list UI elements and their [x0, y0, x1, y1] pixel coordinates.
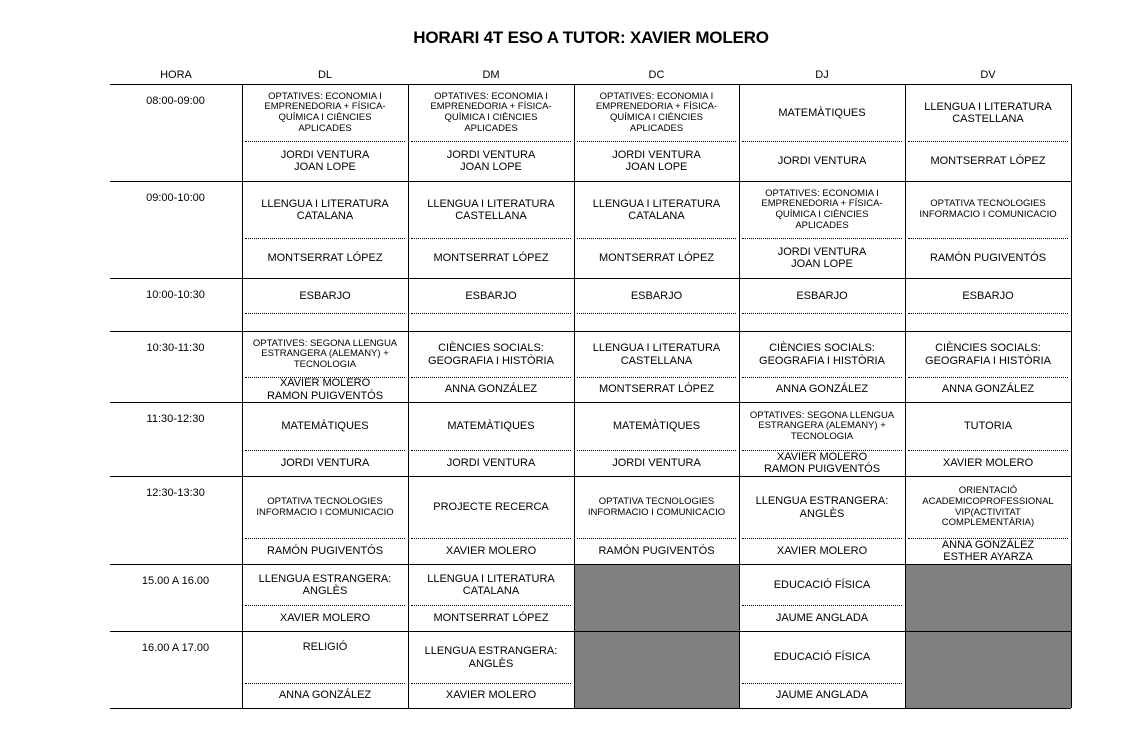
subject-label: ESBARJO: [796, 289, 848, 302]
subject-label: EDUCACIÓ FÍSICA: [773, 578, 871, 591]
cell-divider: [908, 313, 1068, 314]
subject-cell: [905, 183, 1071, 237]
column-header-dl: DL: [317, 69, 333, 81]
teacher-label: XAVIER MOLERO RAMON PUIGVENTÓS: [763, 450, 881, 475]
subject-label: RELIGIÓ: [302, 641, 348, 653]
subject-label: OPTATIVES: ECONOMIA I EMPRENEDORIA + FÍSICA- QUÍMICA I CIÈNCIES APLICADES: [761, 187, 883, 231]
teacher-label: RAMÓN PUGIVENTÓS: [598, 544, 715, 557]
teacher-cell: [408, 451, 574, 475]
teacher-label: ANNA GONZÁLEZ: [278, 689, 372, 702]
subject-label: EDUCACIÓ FÍSICA: [773, 651, 871, 664]
subject-label: ESBARJO: [299, 289, 351, 302]
subject-label: OPTATIVES: ECONOMIA I EMPRENEDORIA + FÍSICA- QUÍMICA I CIÈNCIES APLICADES: [430, 90, 552, 134]
subject-cell: [242, 183, 408, 237]
subject-label: CIÈNCIES SOCIALS: GEOGRAFIA I HISTÒRIA: [759, 342, 885, 367]
subject-cell: [739, 404, 905, 449]
subject-label: LLENGUA I LITERATURA CATALANA: [261, 197, 389, 222]
teacher-label: XAVIER MOLERO: [445, 544, 537, 557]
time-slot: 09:00-10:00: [146, 192, 205, 204]
teacher-label: RAMÓN PUGIVENTÓS: [266, 544, 384, 557]
teacher-label: XAVIER MOLERO: [445, 689, 537, 702]
subject-label: LLENGUA ESTRANGERA: ANGLÈS: [755, 495, 889, 520]
teacher-cell: [408, 378, 574, 401]
row-divider: [110, 331, 1071, 332]
subject-label: ESBARJO: [962, 289, 1014, 302]
subject-label: OPTATIVES: ECONOMIA I EMPRENEDORIA + FÍSICA- QUÍMICA I CIÈNCIES APLICADES: [264, 90, 386, 134]
subject-cell: [574, 478, 739, 537]
teacher-label: ANNA GONZÁLEZ: [775, 383, 869, 396]
subject-cell: [905, 86, 1071, 140]
teacher-cell: [905, 378, 1071, 401]
teacher-cell: [242, 684, 408, 707]
teacher-label: XAVIER MOLERO: [776, 544, 868, 557]
cell-divider: [411, 313, 571, 314]
subject-cell: [739, 478, 905, 537]
subject-cell: [242, 404, 408, 449]
time-slot: 08:00-09:00: [146, 95, 205, 107]
subject-label: LLENGUA I LITERATURA CATALANA: [592, 197, 721, 222]
column-header-dj: DJ: [815, 69, 829, 81]
teacher-label: MONTSERRAT LÓPEZ: [433, 251, 549, 264]
time-slot: 11:30-12:30: [146, 413, 205, 425]
teacher-cell: [905, 539, 1071, 563]
teacher-label: ANNA GONZÁLEZ: [941, 383, 1035, 396]
teacher-label: MONTSERRAT LÓPEZ: [930, 154, 1046, 167]
teacher-cell: [408, 684, 574, 707]
teacher-label: ANNA GONZÁLEZ ESTHER AYARZA: [941, 538, 1035, 563]
subject-cell: [905, 333, 1071, 376]
subject-label: MATEMÀTIQUES: [778, 106, 866, 119]
row-divider: [110, 476, 1071, 477]
subject-cell: [739, 633, 905, 682]
teacher-cell: [905, 451, 1071, 475]
teacher-cell: [739, 239, 905, 277]
row-divider: [110, 278, 1071, 279]
teacher-label: JORDI VENTURA: [446, 456, 536, 469]
teacher-label: JORDI VENTURA: [777, 154, 867, 167]
subject-cell: [739, 86, 905, 140]
unavailable-slot: [906, 565, 1071, 631]
teacher-cell: [408, 239, 574, 277]
row-divider: [110, 181, 1071, 182]
teacher-cell: [242, 451, 408, 475]
subject-cell: [408, 333, 574, 376]
teacher-label: MONTSERRAT LÓPEZ: [598, 251, 715, 264]
subject-label: OPTATIVA TECNOLOGIES INFORMACIO I COMUNICACIO: [919, 198, 1057, 220]
subject-cell: [242, 633, 408, 682]
teacher-cell: [739, 539, 905, 563]
subject-cell: [242, 280, 408, 312]
teacher-label: JORDI VENTURA JOAN LOPE: [612, 148, 701, 173]
subject-cell: [242, 86, 408, 140]
teacher-cell: [242, 378, 408, 401]
teacher-label: XAVIER MOLERO: [279, 611, 371, 624]
unavailable-slot: [575, 565, 739, 631]
teacher-label: MONTSERRAT LÓPEZ: [267, 251, 383, 264]
teacher-cell: [574, 378, 739, 401]
subject-cell: [242, 478, 408, 537]
teacher-cell: [905, 142, 1071, 180]
subject-cell: [574, 333, 739, 376]
subject-cell: [408, 404, 574, 449]
subject-label: OPTATIVA TECNOLOGIES INFORMACIO I COMUNICACIO: [587, 495, 726, 518]
teacher-cell: [905, 239, 1071, 277]
header-rule: [110, 84, 1071, 85]
subject-cell: [739, 333, 905, 376]
row-divider: [110, 402, 1071, 403]
page-title: HORARI 4T ESO A TUTOR: XAVIER MOLERO: [413, 28, 769, 47]
subject-cell: [574, 280, 739, 312]
teacher-cell: [739, 142, 905, 180]
subject-cell: [574, 404, 739, 449]
teacher-label: JORDI VENTURA JOAN LOPE: [777, 245, 867, 270]
subject-cell: [574, 86, 739, 140]
teacher-label: MONTSERRAT LÓPEZ: [433, 611, 549, 624]
subject-label: MATEMÀTIQUES: [281, 420, 369, 433]
subject-label: OPTATIVES: SEGONA LLENGUA ESTRANGERA (ALEMANY) + TECNOLOGIA: [749, 409, 895, 442]
subject-label: LLENGUA I LITERATURA CATALANA: [427, 572, 555, 597]
teacher-cell: [739, 378, 905, 401]
column-header-dc: DC: [648, 69, 665, 81]
time-slot: 16.00 A 17.00: [141, 642, 210, 654]
subject-label: LLENGUA I LITERATURA CASTELLANA: [427, 197, 555, 222]
teacher-cell: [739, 451, 905, 475]
teacher-cell: [242, 539, 408, 563]
column-header-dm: DM: [482, 69, 500, 81]
subject-cell: [242, 566, 408, 604]
subject-label: PROJECTE RECERCA: [433, 501, 549, 514]
time-slot: 10:30-11:30: [146, 342, 205, 354]
teacher-label: JAUME ANGLADA: [775, 689, 869, 702]
row-divider: [110, 564, 1071, 565]
subject-label: LLENGUA I LITERATURA CASTELLANA: [592, 342, 721, 367]
subject-cell: [905, 280, 1071, 312]
teacher-cell: [242, 239, 408, 277]
subject-label: LLENGUA ESTRANGERA: ANGLÈS: [424, 645, 558, 670]
subject-label: LLENGUA I LITERATURA CASTELLANA: [924, 100, 1052, 125]
subject-cell: [408, 478, 574, 537]
subject-cell: [242, 333, 408, 376]
teacher-label: RAMÓN PUGIVENTÓS: [929, 251, 1047, 264]
teacher-cell: [408, 606, 574, 630]
teacher-label: XAVIER MOLERO: [942, 456, 1034, 469]
teacher-cell: [242, 142, 408, 180]
teacher-label: JORDI VENTURA: [612, 456, 701, 469]
unavailable-slot: [575, 632, 739, 708]
time-slot: 12:30-13:30: [146, 487, 205, 499]
teacher-cell: [242, 606, 408, 630]
subject-label: ESBARJO: [630, 289, 683, 302]
column-divider: [1071, 84, 1072, 708]
subject-label: OPTATIVES: SEGONA LLENGUA ESTRANGERA (ALEMANY) + TECNOLOGIA: [252, 337, 398, 370]
time-slot: 15.00 A 16.00: [141, 575, 210, 587]
subject-label: LLENGUA ESTRANGERA: ANGLÈS: [258, 572, 392, 597]
subject-cell: [739, 183, 905, 237]
teacher-label: XAVIER MOLERO RAMON PUIGVENTÓS: [266, 377, 384, 402]
subject-cell: [574, 183, 739, 237]
subject-label: MATEMÀTIQUES: [612, 420, 701, 433]
teacher-label: JORDI VENTURA JOAN LOPE: [446, 148, 536, 173]
teacher-cell: [408, 142, 574, 180]
row-divider: [110, 708, 1071, 709]
subject-cell: [739, 566, 905, 604]
subject-cell: [905, 404, 1071, 449]
cell-divider: [742, 313, 902, 314]
column-header-hora: HORA: [160, 69, 192, 81]
subject-label: OPTATIVA TECNOLOGIES INFORMACIO I COMUNICACIO: [256, 495, 394, 518]
unavailable-slot: [906, 632, 1071, 708]
teacher-cell: [574, 451, 739, 475]
teacher-label: ANNA GONZÁLEZ: [444, 383, 538, 396]
subject-cell: [739, 280, 905, 312]
teacher-label: JORDI VENTURA JOAN LOPE: [280, 148, 370, 173]
teacher-label: JORDI VENTURA: [280, 456, 370, 469]
row-divider: [110, 631, 1071, 632]
subject-cell: [408, 566, 574, 604]
subject-label: OPTATIVES: ECONOMIA I EMPRENEDORIA + FÍSICA- QUÍMICA I CIÈNCIES APLICADES: [595, 90, 718, 134]
teacher-label: JAUME ANGLADA: [775, 611, 869, 624]
subject-label: ESBARJO: [465, 289, 517, 302]
subject-label: MATEMÀTIQUES: [447, 420, 535, 433]
time-slot: 10:00-10:30: [146, 289, 205, 301]
teacher-cell: [574, 539, 739, 563]
subject-cell: [905, 478, 1071, 537]
subject-cell: [408, 280, 574, 312]
subject-cell: [408, 633, 574, 682]
subject-label: CIÈNCIES SOCIALS: GEOGRAFIA I HISTÒRIA: [428, 342, 554, 367]
teacher-cell: [739, 684, 905, 707]
column-header-dv: DV: [980, 69, 996, 81]
teacher-cell: [408, 539, 574, 563]
teacher-cell: [574, 142, 739, 180]
cell-divider: [245, 313, 405, 314]
subject-label: TUTORIA: [963, 420, 1013, 433]
subject-cell: [408, 183, 574, 237]
teacher-cell: [739, 606, 905, 630]
teacher-label: MONTSERRAT LÓPEZ: [598, 383, 715, 396]
subject-cell: [408, 86, 574, 140]
teacher-cell: [574, 239, 739, 277]
cell-divider: [577, 313, 736, 314]
subject-label: ORIENTACIÓ ACADEMICOPROFESSIONAL VIP(ACTIVITAT COMPLEMENTÀRIA): [922, 485, 1054, 529]
subject-label: CIÈNCIES SOCIALS: GEOGRAFIA I HISTÒRIA: [925, 342, 1051, 367]
